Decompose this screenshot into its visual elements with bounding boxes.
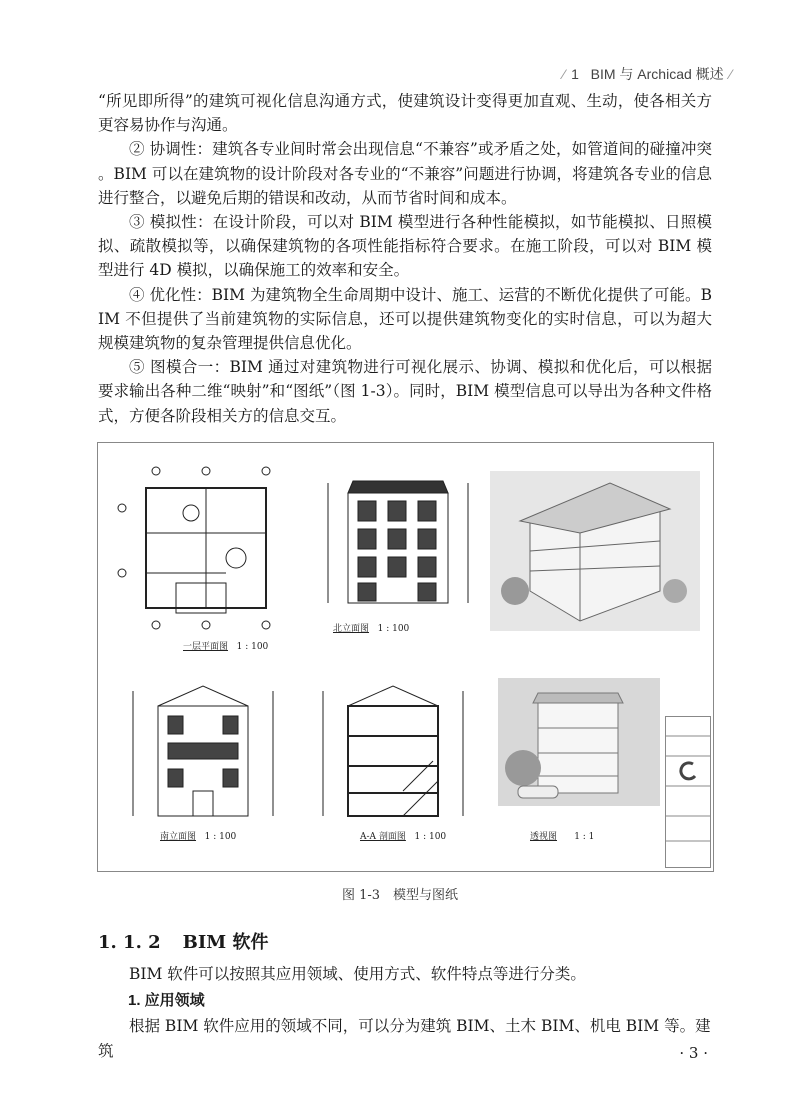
south-elevation-drawing bbox=[123, 681, 283, 821]
drawing-scale: 1 : 100 bbox=[377, 624, 410, 634]
paragraph-simulation: ③ 模拟性：在设计阶段，可以对 BIM 模型进行各种性能模拟，如节能模拟、日照模拟、疏散模拟等，以确保建筑物的各项性能指标符合要求。在施工阶段，可以对 BIM 模型进行 4D 模拟，以确保施工的效率和安全。 bbox=[98, 213, 712, 280]
paragraph-coordination: ② 协调性：建筑各专业间时常会出现信息“不兼容”或矛盾之处，如管道间的碰撞冲突。BIM 可以在建筑物的设计阶段对各专业的“不兼容”问题进行协调，将建筑各专业的信息进行整合，以避免后期的错误和改动，从而节省时间和成本。 bbox=[98, 140, 712, 207]
floor-plan-drawing bbox=[116, 463, 296, 633]
chapter-title: BIM 与 Archicad 概述 bbox=[590, 66, 724, 82]
north-elevation-drawing bbox=[318, 473, 478, 613]
drawing-scale: 1 : 100 bbox=[414, 832, 447, 842]
section-number: 1. 1. 2 bbox=[98, 932, 161, 953]
body-text bbox=[98, 89, 712, 428]
drawing-name: A-A 剖面图 bbox=[360, 832, 406, 842]
page-number: · 3 · bbox=[679, 1044, 708, 1062]
3d-model-render bbox=[490, 471, 700, 631]
section-body bbox=[98, 962, 712, 1065]
figure-caption: 图 1-3 模型与图纸 bbox=[341, 888, 459, 903]
drawing-scale: 1 : 1 bbox=[574, 832, 595, 842]
paragraph: “所见即所得”的建筑可视化信息沟通方式，使建筑设计变得更加直观、生动，使各相关方更容易协作与沟通。 bbox=[98, 92, 712, 135]
section-heading bbox=[98, 928, 268, 954]
drawing-scale: 1 : 100 bbox=[204, 832, 237, 842]
chapter-number: 1 bbox=[571, 66, 579, 82]
paragraph-optimization: ④ 优化性：BIM 为建筑物全生命周期中设计、施工、运营的不断优化提供了可能。BIM 不但提供了当前建筑物的实际信息，还可以提供建筑物变化的实时信息，可以为超大规模建筑物的复杂管理提供信息优化。 bbox=[98, 285, 712, 353]
section-drawing bbox=[313, 681, 473, 821]
drawing-name: 一层平面图 bbox=[183, 642, 229, 652]
paragraph: 根据 BIM 软件应用的领域不同，可以分为建筑 BIM、土木 BIM、机电 BIM 等。建筑 bbox=[98, 1016, 711, 1061]
title-block bbox=[665, 716, 711, 868]
section-intro: BIM 软件可以按照其应用领域、使用方式、软件特点等进行分类。 bbox=[129, 965, 586, 983]
drawing-name: 透视图 bbox=[530, 832, 558, 842]
drawing-scale: 1 : 100 bbox=[236, 642, 269, 652]
figure-model-drawings bbox=[97, 442, 714, 872]
section-title: BIM 软件 bbox=[182, 932, 269, 953]
drawing-name: 南立面图 bbox=[160, 832, 197, 842]
drawing-name: 北立面图 bbox=[333, 624, 370, 634]
perspective-render bbox=[498, 678, 660, 806]
running-header: ⁄ 1 BIM 与 Archicad 概述 ⁄ bbox=[562, 66, 732, 82]
subheading-application-field: 1. 应用领域 bbox=[128, 991, 205, 1009]
paragraph-drawing-model: ⑤ 图模合一：BIM 通过对建筑物进行可视化展示、协调、模拟和优化后，可以根据要求输出各种二维“映射”和“图纸”（图 1-3）。同时，BIM 模型信息可以导出为各种文件格式，方便各阶段相关方的信息交互。 bbox=[98, 358, 712, 425]
